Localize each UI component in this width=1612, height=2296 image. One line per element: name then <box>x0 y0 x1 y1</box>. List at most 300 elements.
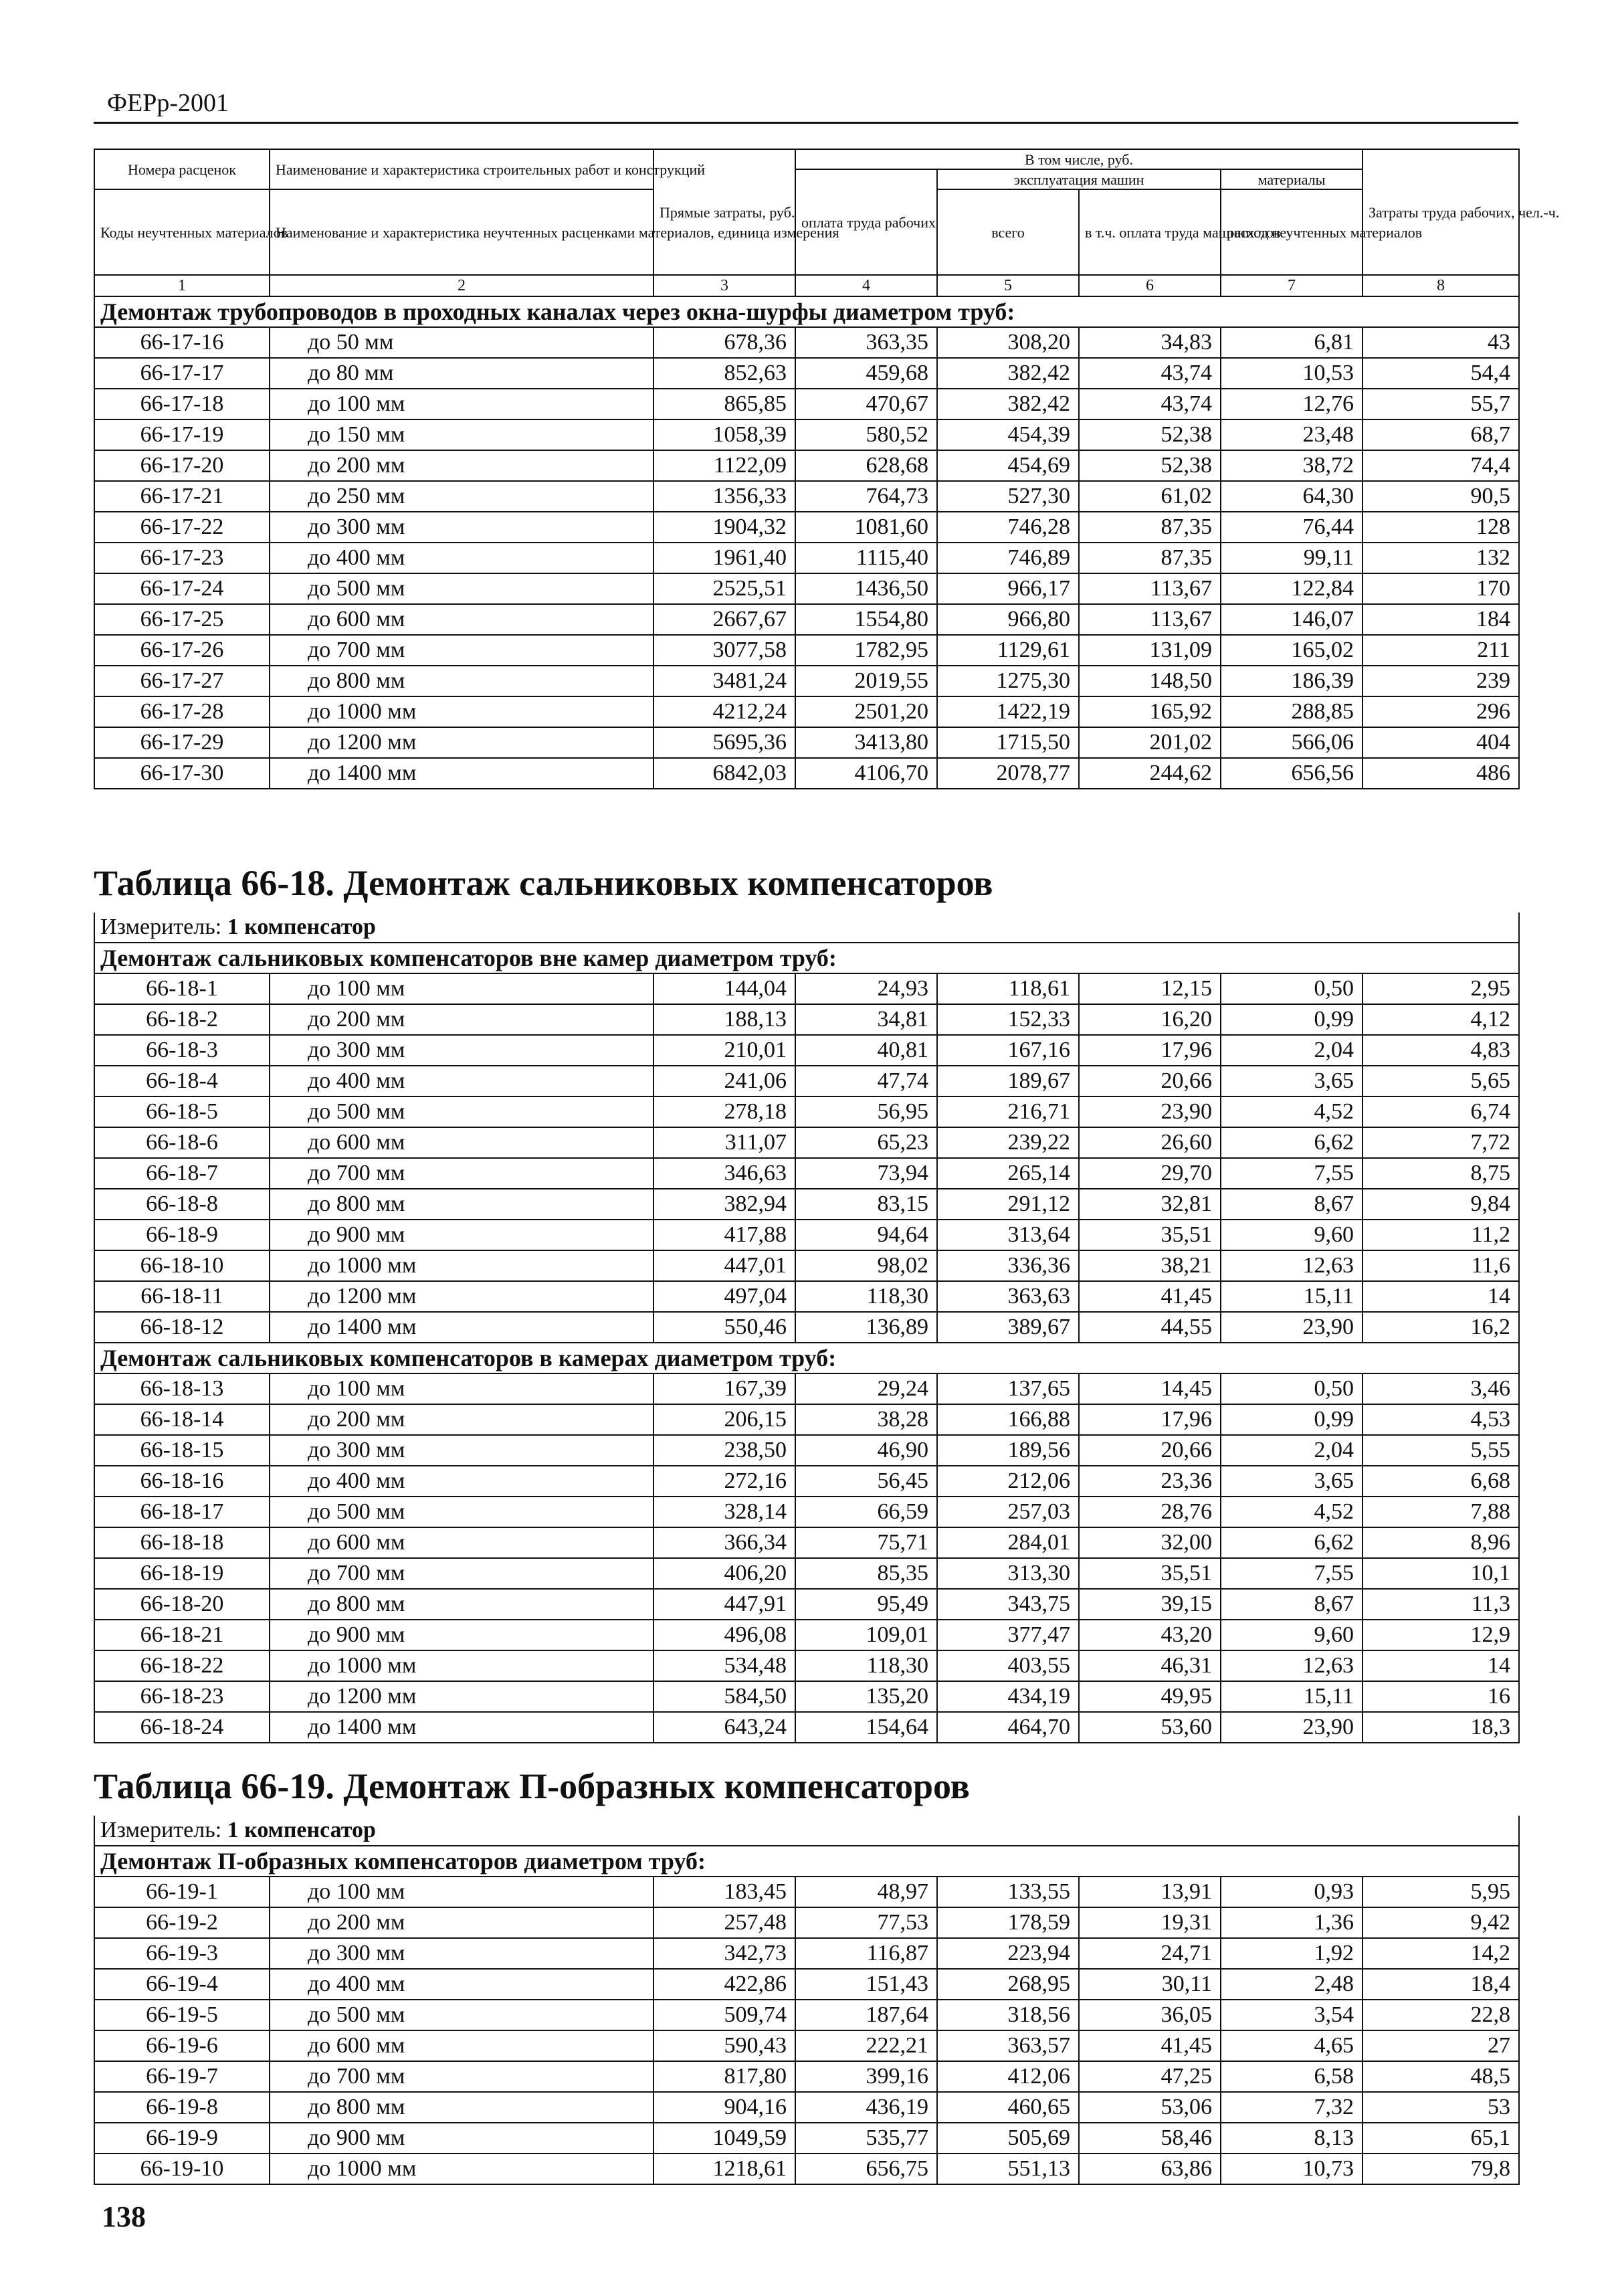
rate-value: 336,36 <box>937 1250 1079 1281</box>
rate-value: 118,30 <box>795 1650 937 1681</box>
table-66-18-title: Таблица 66-18. Демонтаж сальниковых компенсаторов <box>94 863 993 903</box>
rate-value: 486 <box>1363 758 1519 789</box>
rate-value: 454,39 <box>937 419 1079 450</box>
rate-value: 2,48 <box>1221 1969 1363 2000</box>
rate-name: до 200 мм <box>270 1907 653 1938</box>
rate-value: 32,00 <box>1079 1527 1221 1558</box>
rate-value: 118,30 <box>795 1281 937 1312</box>
rate-code: 66-18-7 <box>94 1158 270 1189</box>
colnum-5: 5 <box>937 275 1079 296</box>
table-66-17-rows <box>94 327 1519 789</box>
rate-value: 447,01 <box>653 1250 795 1281</box>
header-materials-consumption: расход неучтенных материалов <box>1221 189 1363 275</box>
rate-value: 1129,61 <box>937 635 1079 666</box>
rate-value: 85,35 <box>795 1558 937 1589</box>
rate-value: 1715,50 <box>937 727 1079 758</box>
rate-value: 36,05 <box>1079 2000 1221 2030</box>
rate-value: 13,91 <box>1079 1877 1221 1907</box>
rate-value: 2,04 <box>1221 1035 1363 1066</box>
rate-code: 66-19-4 <box>94 1969 270 2000</box>
table-row <box>94 2061 1519 2092</box>
rate-value: 9,84 <box>1363 1189 1519 1220</box>
rate-value: 363,63 <box>937 1281 1079 1312</box>
rate-value: 38,28 <box>795 1404 937 1435</box>
rate-code: 66-18-20 <box>94 1589 270 1620</box>
rate-value: 852,63 <box>653 358 795 389</box>
rate-value: 382,94 <box>653 1189 795 1220</box>
table-row <box>94 1404 1519 1435</box>
rate-value: 584,50 <box>653 1681 795 1712</box>
rate-name: до 50 мм <box>270 327 653 358</box>
rate-value: 14,2 <box>1363 1938 1519 1969</box>
rate-value: 9,42 <box>1363 1907 1519 1938</box>
rate-value: 14 <box>1363 1650 1519 1681</box>
rate-name: до 400 мм <box>270 1466 653 1497</box>
colnum-2: 2 <box>270 275 653 296</box>
rate-value: 0,50 <box>1221 973 1363 1004</box>
rate-value: 216,71 <box>937 1096 1079 1127</box>
rate-value: 29,70 <box>1079 1158 1221 1189</box>
rate-value: 966,80 <box>937 604 1079 635</box>
rate-value: 189,67 <box>937 1066 1079 1096</box>
rate-value: 16,20 <box>1079 1004 1221 1035</box>
rate-code: 66-18-4 <box>94 1066 270 1096</box>
rate-value: 2078,77 <box>937 758 1079 789</box>
rate-code: 66-18-1 <box>94 973 270 1004</box>
rate-code: 66-18-12 <box>94 1312 270 1343</box>
table-row <box>94 1250 1519 1281</box>
rate-value: 15,11 <box>1221 1281 1363 1312</box>
rate-value: 865,85 <box>653 389 795 419</box>
rate-value: 746,89 <box>937 543 1079 573</box>
rate-value: 3,54 <box>1221 2000 1363 2030</box>
rate-value: 46,31 <box>1079 1650 1221 1681</box>
rate-code: 66-18-24 <box>94 1712 270 1743</box>
rate-value: 6,68 <box>1363 1466 1519 1497</box>
rate-value: 8,67 <box>1221 1589 1363 1620</box>
rate-code: 66-18-16 <box>94 1466 270 1497</box>
rate-code: 66-17-28 <box>94 696 270 727</box>
rate-code: 66-18-13 <box>94 1373 270 1404</box>
rate-value: 1122,09 <box>653 450 795 481</box>
table-row <box>94 1158 1519 1189</box>
rate-name: до 300 мм <box>270 512 653 543</box>
rate-value: 20,66 <box>1079 1435 1221 1466</box>
rate-value: 74,4 <box>1363 450 1519 481</box>
rate-value: 284,01 <box>937 1527 1079 1558</box>
rate-name: до 600 мм <box>270 604 653 635</box>
rate-code: 66-17-24 <box>94 573 270 604</box>
table-row <box>94 1558 1519 1589</box>
rate-value: 0,93 <box>1221 1877 1363 1907</box>
rate-value: 366,34 <box>653 1527 795 1558</box>
rate-value: 23,48 <box>1221 419 1363 450</box>
rate-value: 35,51 <box>1079 1220 1221 1250</box>
measure-label: Измеритель: <box>100 915 222 939</box>
header-direct-costs: Прямые затраты, руб. <box>653 149 795 275</box>
rate-value: 64,30 <box>1221 481 1363 512</box>
rate-value: 966,17 <box>937 573 1079 604</box>
colnum-4: 4 <box>795 275 937 296</box>
table-66-18-grid <box>94 913 1520 1743</box>
rate-value: 535,77 <box>795 2123 937 2154</box>
rate-value: 132 <box>1363 543 1519 573</box>
rate-value: 22,8 <box>1363 2000 1519 2030</box>
table-row <box>94 1373 1519 1404</box>
rate-value: 7,88 <box>1363 1497 1519 1527</box>
rate-name: до 400 мм <box>270 1969 653 2000</box>
rate-value: 12,9 <box>1363 1620 1519 1650</box>
table-66-19 <box>94 1757 1518 2185</box>
rate-name: до 300 мм <box>270 1938 653 1969</box>
rate-value: 55,7 <box>1363 389 1519 419</box>
table-row <box>94 2030 1519 2061</box>
rate-value: 7,72 <box>1363 1127 1519 1158</box>
rate-value: 9,60 <box>1221 1620 1363 1650</box>
rate-name: до 800 мм <box>270 1189 653 1220</box>
rate-value: 52,38 <box>1079 450 1221 481</box>
rate-code: 66-17-17 <box>94 358 270 389</box>
rate-value: 272,16 <box>653 1466 795 1497</box>
table-row <box>94 1281 1519 1312</box>
rate-value: 222,21 <box>795 2030 937 2061</box>
rate-value: 8,67 <box>1221 1189 1363 1220</box>
rate-value: 509,74 <box>653 2000 795 2030</box>
rate-code: 66-19-2 <box>94 1907 270 1938</box>
rate-name: до 100 мм <box>270 389 653 419</box>
rate-name: до 200 мм <box>270 1004 653 1035</box>
rate-name: до 500 мм <box>270 573 653 604</box>
rate-value: 212,06 <box>937 1466 1079 1497</box>
rate-value: 76,44 <box>1221 512 1363 543</box>
rate-value: 146,07 <box>1221 604 1363 635</box>
rate-name: до 900 мм <box>270 1620 653 1650</box>
table-66-19-title: Таблица 66-19. Демонтаж П-образных компенсаторов <box>94 1766 970 1806</box>
rate-value: 34,83 <box>1079 327 1221 358</box>
header-machines-operators: в т.ч. оплата труда машинистов <box>1079 189 1221 275</box>
rate-value: 6,81 <box>1221 327 1363 358</box>
rate-name: до 500 мм <box>270 1096 653 1127</box>
rate-value: 406,20 <box>653 1558 795 1589</box>
rate-value: 66,59 <box>795 1497 937 1527</box>
rate-value: 34,81 <box>795 1004 937 1035</box>
rate-value: 166,88 <box>937 1404 1079 1435</box>
rate-value: 38,21 <box>1079 1250 1221 1281</box>
rate-value: 90,5 <box>1363 481 1519 512</box>
rate-name: до 400 мм <box>270 1066 653 1096</box>
header-machines: эксплуатация машин <box>937 169 1221 189</box>
table-row <box>94 1938 1519 1969</box>
rate-value: 165,02 <box>1221 635 1363 666</box>
rate-value: 7,55 <box>1221 1558 1363 1589</box>
rate-name: до 800 мм <box>270 1589 653 1620</box>
column-numbers <box>94 275 1519 296</box>
table-row <box>94 1066 1519 1096</box>
measure-value: 1 компенсатор <box>227 915 376 939</box>
header-labor-pay: оплата труда рабочих <box>795 169 937 275</box>
rate-value: 313,64 <box>937 1220 1079 1250</box>
rate-value: 434,19 <box>937 1681 1079 1712</box>
rate-value: 746,28 <box>937 512 1079 543</box>
rate-value: 1218,61 <box>653 2154 795 2184</box>
rate-value: 23,90 <box>1221 1712 1363 1743</box>
rate-value: 244,62 <box>1079 758 1221 789</box>
table-row <box>94 1466 1519 1497</box>
rate-value: 11,2 <box>1363 1220 1519 1250</box>
rate-value: 223,94 <box>937 1938 1079 1969</box>
rate-value: 75,71 <box>795 1527 937 1558</box>
table-row <box>94 389 1519 419</box>
measure-row <box>94 1816 1519 1846</box>
rate-value: 17,96 <box>1079 1404 1221 1435</box>
rate-value: 399,16 <box>795 2061 937 2092</box>
table-row <box>94 450 1519 481</box>
rate-value: 1,36 <box>1221 1907 1363 1938</box>
rate-value: 167,16 <box>937 1035 1079 1066</box>
rate-value: 6842,03 <box>653 758 795 789</box>
rate-value: 26,60 <box>1079 1127 1221 1158</box>
rate-code: 66-17-21 <box>94 481 270 512</box>
rate-value: 122,84 <box>1221 573 1363 604</box>
rate-value: 32,81 <box>1079 1189 1221 1220</box>
table-row <box>94 1877 1519 1907</box>
rate-value: 12,76 <box>1221 389 1363 419</box>
rate-code: 66-19-7 <box>94 2061 270 2092</box>
rate-value: 133,55 <box>937 1877 1079 1907</box>
table-row <box>94 419 1519 450</box>
rate-value: 53,60 <box>1079 1712 1221 1743</box>
rate-code: 66-18-19 <box>94 1558 270 1589</box>
rate-value: 65,23 <box>795 1127 937 1158</box>
rate-name: до 600 мм <box>270 2030 653 2061</box>
rate-value: 16 <box>1363 1681 1519 1712</box>
rate-value: 257,03 <box>937 1497 1079 1527</box>
table-row <box>94 512 1519 543</box>
measure-label: Измеритель: <box>100 1818 222 1842</box>
rate-value: 8,13 <box>1221 2123 1363 2154</box>
rate-value: 41,45 <box>1079 1281 1221 1312</box>
rate-value: 19,31 <box>1079 1907 1221 1938</box>
colnum-7: 7 <box>1221 275 1363 296</box>
rate-value: 2,95 <box>1363 973 1519 1004</box>
rate-value: 49,95 <box>1079 1681 1221 1712</box>
rate-value: 239,22 <box>937 1127 1079 1158</box>
table-row <box>94 2123 1519 2154</box>
table-row <box>94 973 1519 1004</box>
rate-value: 135,20 <box>795 1681 937 1712</box>
colnum-6: 6 <box>1079 275 1221 296</box>
table-row <box>94 1435 1519 1466</box>
rate-code: 66-18-5 <box>94 1096 270 1127</box>
colnum-3: 3 <box>653 275 795 296</box>
rate-value: 187,64 <box>795 2000 937 2030</box>
rate-value: 178,59 <box>937 1907 1079 1938</box>
rate-value: 464,70 <box>937 1712 1079 1743</box>
table-row <box>94 2092 1519 2123</box>
rate-value: 116,87 <box>795 1938 937 1969</box>
rate-value: 2501,20 <box>795 696 937 727</box>
rate-value: 363,57 <box>937 2030 1079 2061</box>
rate-value: 497,04 <box>653 1281 795 1312</box>
running-head: ФЕРр-2001 <box>107 89 229 117</box>
rate-value: 5,95 <box>1363 1877 1519 1907</box>
rate-code: 66-18-21 <box>94 1620 270 1650</box>
rate-value: 0,99 <box>1221 1404 1363 1435</box>
rate-value: 9,60 <box>1221 1220 1363 1250</box>
rate-value: 87,35 <box>1079 543 1221 573</box>
table-row <box>94 1589 1519 1620</box>
rate-value: 99,11 <box>1221 543 1363 573</box>
rate-value: 87,35 <box>1079 512 1221 543</box>
rate-value: 63,86 <box>1079 2154 1221 2184</box>
rate-value: 53 <box>1363 2092 1519 2123</box>
rate-value: 6,58 <box>1221 2061 1363 2092</box>
rate-name: до 1200 мм <box>270 727 653 758</box>
rate-name: до 800 мм <box>270 666 653 696</box>
rate-value: 24,93 <box>795 973 937 1004</box>
section-heading: Демонтаж сальниковых компенсаторов вне камер диаметром труб: <box>94 943 1519 973</box>
rate-value: 1961,40 <box>653 543 795 573</box>
rate-value: 40,81 <box>795 1035 937 1066</box>
rate-name: до 1200 мм <box>270 1681 653 1712</box>
rate-value: 10,73 <box>1221 2154 1363 2184</box>
rate-value: 95,49 <box>795 1589 937 1620</box>
rate-value: 346,63 <box>653 1158 795 1189</box>
rate-name: до 1200 мм <box>270 1281 653 1312</box>
rate-value: 2019,55 <box>795 666 937 696</box>
rate-value: 144,04 <box>653 973 795 1004</box>
rate-value: 4,83 <box>1363 1035 1519 1066</box>
header-codes-bottom: Коды неучтенных материалов <box>94 189 270 275</box>
table-66-18-rows-b <box>94 1373 1519 1743</box>
rate-value: 291,12 <box>937 1189 1079 1220</box>
rate-value: 18,3 <box>1363 1712 1519 1743</box>
rate-value: 43,74 <box>1079 389 1221 419</box>
rate-value: 278,18 <box>653 1096 795 1127</box>
rate-value: 79,8 <box>1363 2154 1519 2184</box>
rate-value: 170 <box>1363 573 1519 604</box>
rate-value: 131,09 <box>1079 635 1221 666</box>
table-row <box>94 1497 1519 1527</box>
rate-value: 412,06 <box>937 2061 1079 2092</box>
rate-value: 46,90 <box>795 1435 937 1466</box>
rate-code: 66-17-23 <box>94 543 270 573</box>
table-row <box>94 2154 1519 2184</box>
rate-code: 66-18-10 <box>94 1250 270 1281</box>
rate-value: 265,14 <box>937 1158 1079 1189</box>
table-row <box>94 1096 1519 1127</box>
measure-value: 1 компенсатор <box>227 1818 376 1842</box>
rate-value: 590,43 <box>653 2030 795 2061</box>
rate-value: 24,71 <box>1079 1938 1221 1969</box>
rate-value: 151,43 <box>795 1969 937 2000</box>
rate-value: 454,69 <box>937 450 1079 481</box>
rate-value: 1049,59 <box>653 2123 795 2154</box>
measure-row <box>94 913 1519 943</box>
table-66-18-rows-a <box>94 973 1519 1343</box>
rate-value: 137,65 <box>937 1373 1079 1404</box>
rate-value: 377,47 <box>937 1620 1079 1650</box>
rate-value: 61,02 <box>1079 481 1221 512</box>
rate-name: до 250 мм <box>270 481 653 512</box>
table-row <box>94 1220 1519 1250</box>
rate-value: 12,63 <box>1221 1250 1363 1281</box>
rate-code: 66-18-6 <box>94 1127 270 1158</box>
rate-code: 66-18-3 <box>94 1035 270 1066</box>
rate-value: 77,53 <box>795 1907 937 1938</box>
rate-name: до 700 мм <box>270 1158 653 1189</box>
header-materials: материалы <box>1221 169 1363 189</box>
rate-value: 12,15 <box>1079 973 1221 1004</box>
rate-code: 66-18-18 <box>94 1527 270 1558</box>
rate-value: 241,06 <box>653 1066 795 1096</box>
rate-value: 206,15 <box>653 1404 795 1435</box>
rate-name: до 900 мм <box>270 1220 653 1250</box>
rate-value: 113,67 <box>1079 573 1221 604</box>
rate-value: 534,48 <box>653 1650 795 1681</box>
rate-value: 436,19 <box>795 2092 937 2123</box>
table-row <box>94 1620 1519 1650</box>
table-66-19-grid <box>94 1816 1520 2185</box>
rate-value: 527,30 <box>937 481 1079 512</box>
rate-name: до 100 мм <box>270 1877 653 1907</box>
rate-value: 210,01 <box>653 1035 795 1066</box>
rate-value: 3,65 <box>1221 1466 1363 1497</box>
rate-value: 656,56 <box>1221 758 1363 789</box>
rate-value: 6,74 <box>1363 1096 1519 1127</box>
rate-code: 66-18-2 <box>94 1004 270 1035</box>
table-row <box>94 481 1519 512</box>
rate-value: 1782,95 <box>795 635 937 666</box>
rate-value: 566,06 <box>1221 727 1363 758</box>
rate-value: 4,53 <box>1363 1404 1519 1435</box>
section-heading: Демонтаж трубопроводов в проходных каналах через окна-шурфы диаметром труб: <box>94 296 1519 327</box>
rate-value: 11,3 <box>1363 1589 1519 1620</box>
rate-value: 10,53 <box>1221 358 1363 389</box>
rate-value: 296 <box>1363 696 1519 727</box>
rate-name: до 150 мм <box>270 419 653 450</box>
rate-value: 4106,70 <box>795 758 937 789</box>
table-row <box>94 1527 1519 1558</box>
rate-code: 66-18-9 <box>94 1220 270 1250</box>
rate-value: 0,99 <box>1221 1004 1363 1035</box>
rate-value: 165,92 <box>1079 696 1221 727</box>
table-row <box>94 1312 1519 1343</box>
rate-value: 1,92 <box>1221 1938 1363 1969</box>
rate-value: 154,64 <box>795 1712 937 1743</box>
rate-value: 643,24 <box>653 1712 795 1743</box>
rate-value: 3413,80 <box>795 727 937 758</box>
rate-value: 363,35 <box>795 327 937 358</box>
rate-value: 2,04 <box>1221 1435 1363 1466</box>
rate-value: 8,96 <box>1363 1527 1519 1558</box>
rate-value: 1904,32 <box>653 512 795 543</box>
rate-value: 189,56 <box>937 1435 1079 1466</box>
rate-value: 48,97 <box>795 1877 937 1907</box>
rate-value: 17,96 <box>1079 1035 1221 1066</box>
rate-value: 5695,36 <box>653 727 795 758</box>
rate-value: 470,67 <box>795 389 937 419</box>
rate-value: 288,85 <box>1221 696 1363 727</box>
rate-value: 128 <box>1363 512 1519 543</box>
rate-value: 27 <box>1363 2030 1519 2061</box>
rate-value: 38,72 <box>1221 450 1363 481</box>
rate-code: 66-18-17 <box>94 1497 270 1527</box>
rate-code: 66-17-22 <box>94 512 270 543</box>
rate-value: 47,25 <box>1079 2061 1221 2092</box>
rate-code: 66-18-14 <box>94 1404 270 1435</box>
rate-value: 28,76 <box>1079 1497 1221 1527</box>
